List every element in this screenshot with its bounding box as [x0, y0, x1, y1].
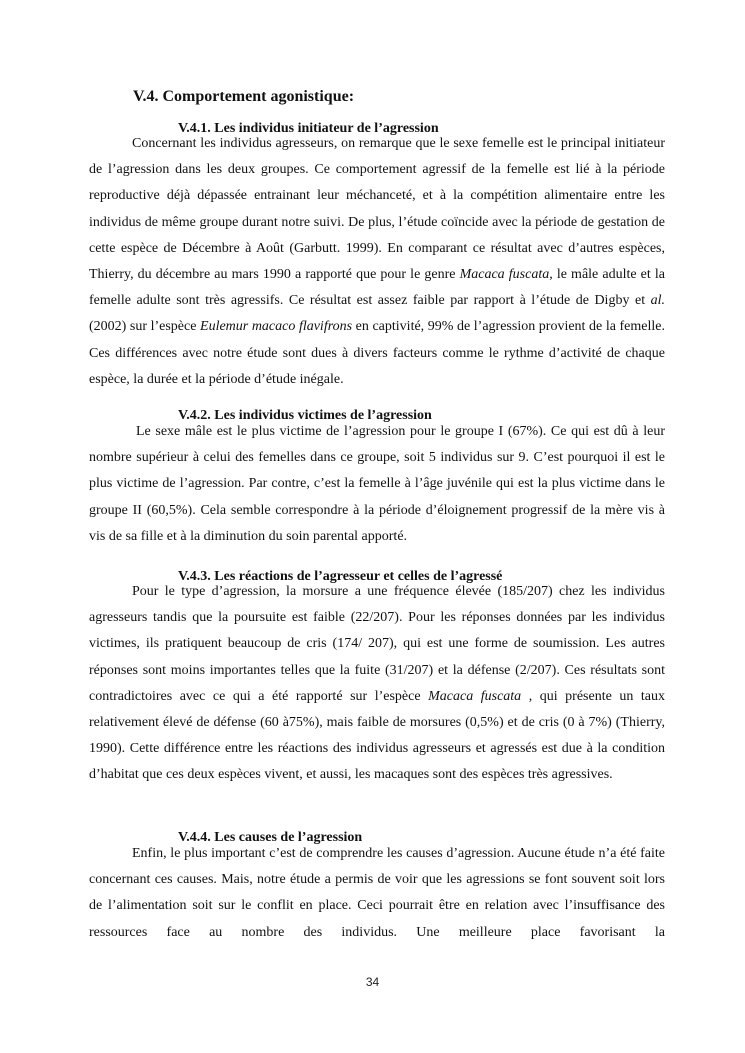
paragraph-3: Pour le type d’agression, la morsure a une fréquence élevée (185/207) chez les individus agresseurs tandis que la poursuite est faible (22/207). Pour les réponses données par les individus victimes, ils pratiquent beaucoup de cris (174/ 207), qui est une forme de soumission. Les autres réponses sont moins importantes telles que la fuite (31/207) et la défense (2/207). Ces résultats sont contradictoires avec ce qui a été rapporté sur l’espèce Macaca fuscata , qui présente un taux relativement élevé de défense (60 à75%), mais faible de morsures (0,5%) et de cris (0 à 7%) (Thierry, 1990). Cette différence entre les réactions des individus agresseurs et agressés est due à la condition d’habitat que ces deux espèces vivent, et aussi, les macaques sont des espèces très agressives. [89, 584, 665, 783]
subsection-title-4: V.4.4. Les causes de l’agression [178, 830, 363, 845]
page-number: 34 [365, 975, 380, 989]
subsection-title-3: V.4.3. Les réactions de l’agresseur et celles de l’agressé [178, 569, 503, 584]
subsection-title-2: V.4.2. Les individus victimes de l’agression [178, 408, 432, 423]
paragraph-4: Enfin, le plus important c’est de comprendre les causes d’agression. Aucune étude n’a été faite concernant ces causes. Mais, notre étude a permis de voir que les agressions se font souvent soit lors de l’alimentation soit sur le conflit en place. Ceci pourrait être en relation avec l’insuffisance des ressources face au nombre des individus. Une meilleure place favorisant la [89, 846, 665, 940]
section-heading: V.4. Comportement agonistique: [133, 88, 355, 105]
paragraph-1: Concernant les individus agresseurs, on remarque que le sexe femelle est le principal initiateur de l’agression dans les deux groupes. Ce comportement agressif de la femelle est lié à la période reproductive déjà dépassée entrainant leur méchanceté, et à la compétition alimentaire entre les individus de même groupe durant notre suivi. De plus, l’étude coïncide avec la période de gestation de cette espèce de Décembre à Août (Garbutt. 1999). En comparant ce résultat avec d’autres espèces, Thierry, du décembre au mars 1990 a rapporté que pour le genre Macaca fuscata, le mâle adulte et la femelle adulte sont très agressifs. Ce résultat est assez faible par rapport à l’étude de Digby et al. (2002) sur l’espèce Eulemur macaco flavifrons en captivité, 99% de l’agression provient de la femelle. Ces différences avec notre étude sont dues à divers facteurs comme le rythme d’activité de chaque espèce, la durée et la période d’étude inégale. [89, 136, 665, 387]
subsection-title-1: V.4.1. Les individus initiateur de l’agression [178, 121, 439, 136]
paragraph-2: Le sexe mâle est le plus victime de l’agression pour le groupe I (67%). Ce qui est dû à leur nombre supérieur à celui des femelles dans ce groupe, soit 5 individus sur 9. C’est pourquoi il est le plus victime de l’agression. Par contre, c’est la femelle à l’âge juvénile qui est la plus victime dans le groupe II (60,5%). Cela semble correspondre à la période d’éloignement progressif de la mère vis à vis de sa fille et à la diminution du soin parental apporté. [89, 424, 665, 544]
